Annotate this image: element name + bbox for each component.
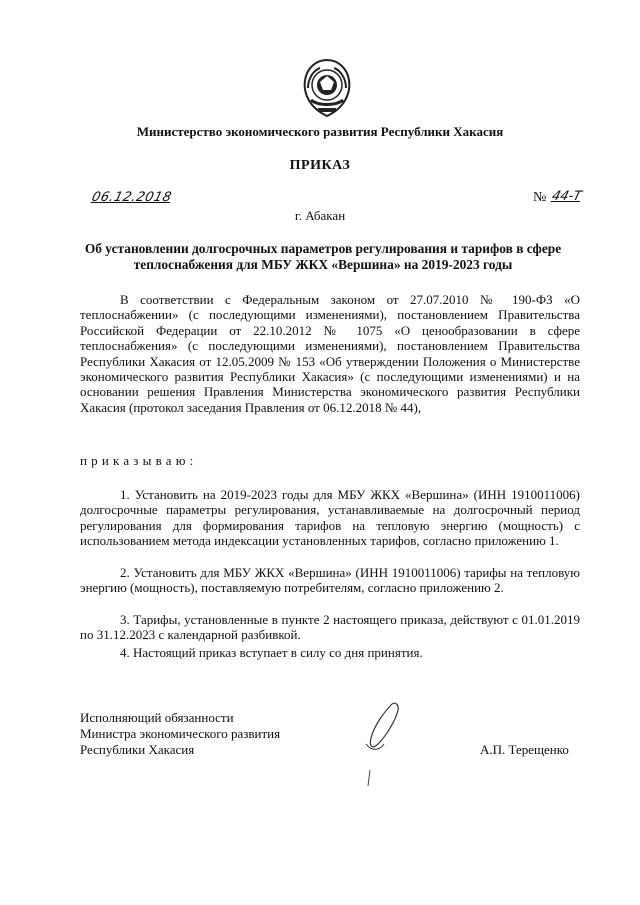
order-item-1: 1. Установить на 2019-2023 годы для МБУ ЖКХ «Вершина» (ИНН 1910011006) долгосрочные параметры регулирования, устанавливаемые на долгосрочный период регулирования для формирования тарифов на тепловую энергию (мощность) с использованием метода индексации установленных тарифов, согласно приложению 1. <box>80 487 580 549</box>
signatory-name: А.П. Терещенко <box>480 742 569 757</box>
signatory-line-2: Министра экономического развития <box>80 726 281 741</box>
order-item-2: 2. Установить для МБУ ЖКХ «Вершина» (ИНН 1910011006) тарифы на тепловую энергию (мощность), поставляемую потребителям, согласно приложению 2. <box>80 565 580 596</box>
handwritten-signature <box>358 698 418 790</box>
signatory-line-1: Исполняющий обязанности <box>80 710 234 725</box>
coat-of-arms-emblem <box>300 58 354 120</box>
signatory-position <box>80 710 280 758</box>
order-item-3: 3. Тарифы, установленные в пункте 2 настоящего приказа, действуют с 01.01.2019 по 31.12.2023 с календарной разбивкой. <box>80 612 580 643</box>
order-subject: Об установлении долгосрочных параметров регулирования и тарифов в сфере теплоснабжения для МБУ ЖКХ «Вершина» на 2019-2023 годы <box>84 241 562 272</box>
document-title: ПРИКАЗ <box>289 158 351 173</box>
order-item-4: 4. Настоящий приказ вступает в силу со дня принятия. <box>120 645 423 660</box>
signatory-line-3: Республики Хакасия <box>80 742 195 757</box>
preamble-paragraph: В соответствии с Федеральным законом от 27.07.2010 № 190-ФЗ «О теплоснабжении» (с последующими изменениями), постановлением Правительства Российской Федерации от 22.10.2012 № 1075 «О ценообразовании в сфере теплоснабжения» (с последующими изменениями), постановлением Правительства Республики Хакасия от 12.05.2009 № 153 «Об утверждении Положения о Министерстве экономического развития Республики Хакасия» (с последующими изменениями) и на основании решения Правления Министерства экономического развития Республики Хакасия (протокол заседания Правления от 06.12.2018 № 44), <box>80 292 580 415</box>
order-keyword: приказываю: <box>80 453 198 468</box>
city: г. Абакан <box>294 208 346 223</box>
order-number: 44-Т <box>550 189 584 204</box>
order-number-label: № <box>533 190 547 205</box>
ministry-name: Министерство экономического развития Республики Хакасия <box>136 124 504 139</box>
order-date: 06.12.2018 <box>90 190 174 205</box>
